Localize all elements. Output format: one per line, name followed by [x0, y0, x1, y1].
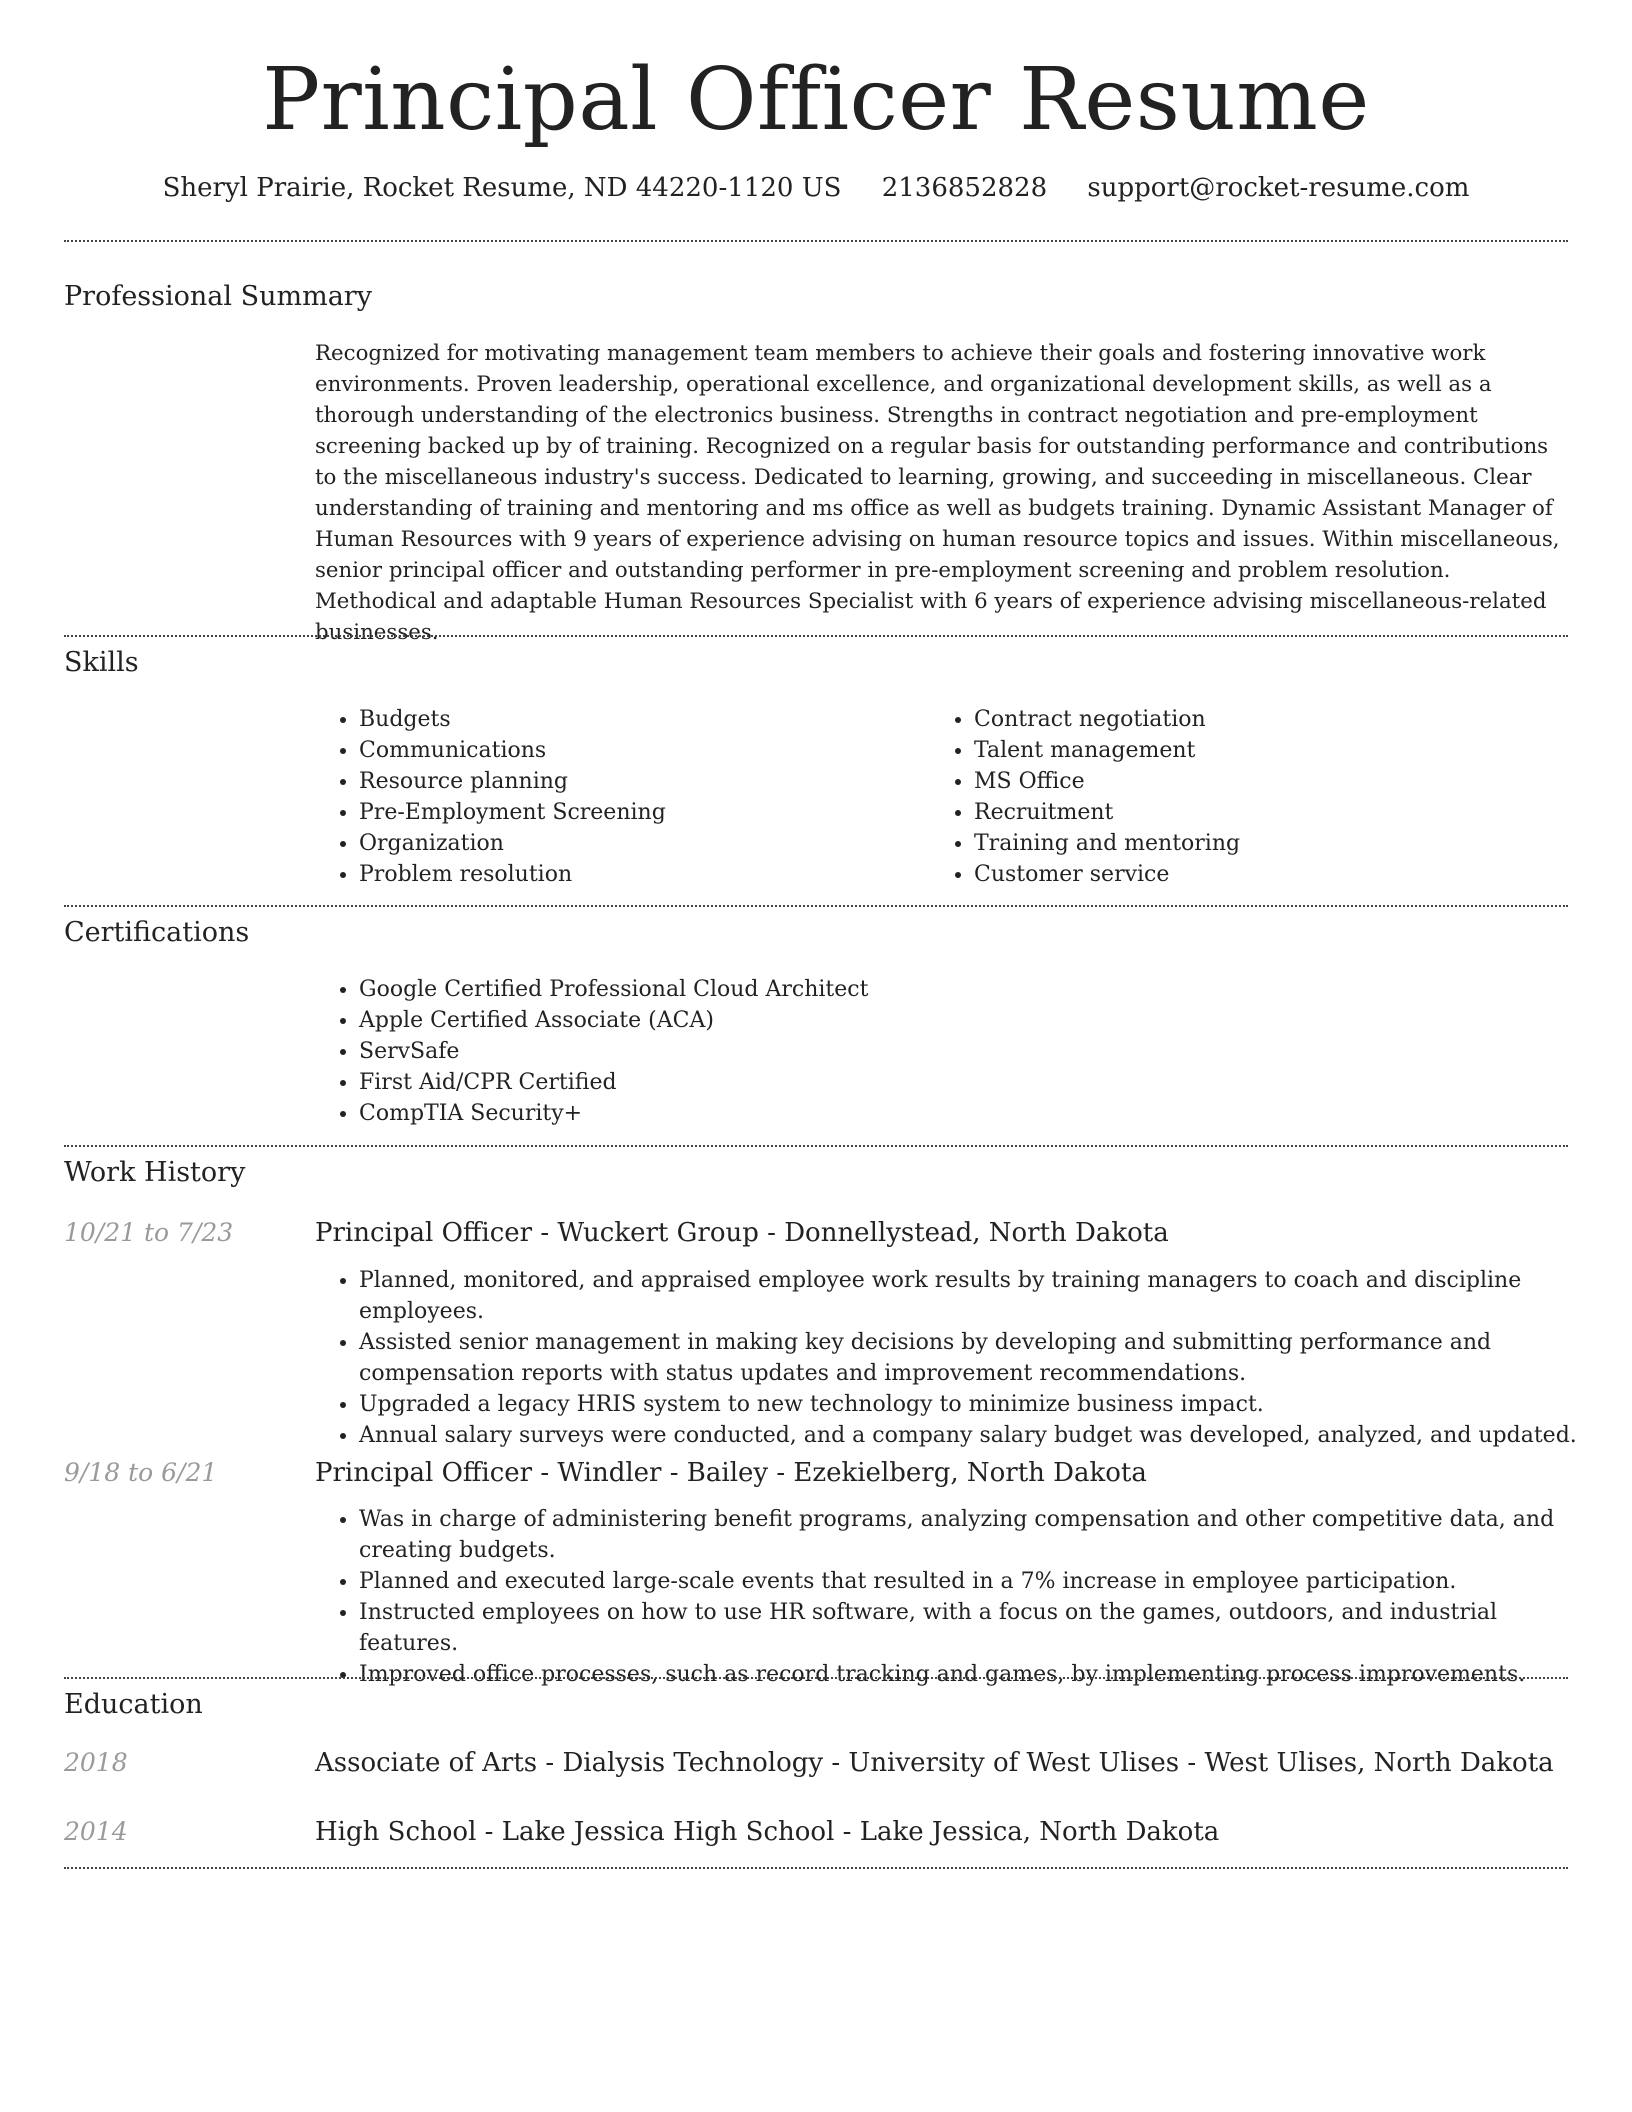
education-year: 2014: [64, 1817, 128, 1846]
section-divider: [64, 905, 1568, 907]
education-title: Associate of Arts - Dialysis Technology - University of West Ulises - West Ulises, North Dakota: [315, 1748, 1554, 1778]
skill-item: • Customer service: [974, 859, 1574, 890]
job-bullet: • Planned, monitored, and appraised employee work results by training managers to coach and discipline employees.: [359, 1265, 1599, 1327]
job-bullets: [315, 1504, 1599, 1690]
contact-line: [0, 170, 1632, 206]
skills-list-left: [315, 704, 919, 890]
contact-address: Sheryl Prairie, Rocket Resume, ND 44220-1120 US: [162, 173, 842, 203]
skill-item: • Pre-Employment Screening: [359, 797, 919, 828]
job-bullet: • Improved office processes, such as record tracking and games, by implementing process improvements.: [359, 1659, 1599, 1690]
education-heading: Education: [64, 1689, 203, 1720]
work-history-heading: Work History: [64, 1157, 246, 1188]
skill-item: • Organization: [359, 828, 919, 859]
skills-heading: Skills: [64, 647, 139, 678]
job-bullets: [315, 1265, 1599, 1451]
job-bullet: • Assisted senior management in making key decisions by developing and submitting performance and compensation reports with status updates and improvement recommendations.: [359, 1327, 1599, 1389]
job-bullet: • Instructed employees on how to use HR software, with a focus on the games, outdoors, and industrial features.: [359, 1597, 1599, 1659]
job-bullet: • Planned and executed large-scale events that resulted in a 7% increase in employee participation.: [359, 1566, 1599, 1597]
section-divider: [64, 1145, 1568, 1147]
skills-list-right: [930, 704, 1574, 890]
contact-email: support@rocket-resume.com: [1087, 173, 1470, 203]
skill-item: • Recruitment: [974, 797, 1574, 828]
summary-text: Recognized for motivating management team members to achieve their goals and fostering innovative work environments. Proven leadership, operational excellence, and organizational development skills, as well as a thorough understanding of the electronics business. Strengths in contract negotiation and pre-employment screening backed up by of training. Recognized on a regular basis for outstanding performance and contributions to the miscellaneous industry's success. Dedicated to learning, growing, and succeeding in miscellaneous. Clear understanding of training and mentoring and ms office as well as budgets training. Dynamic Assistant Manager of Human Resources with 9 years of experience advising on human resource topics and issues. Within miscellaneous, senior principal officer and outstanding performer in pre-employment screening and problem resolution. Methodical and adaptable Human Resources Specialist with 6 years of experience advising miscellaneous-related businesses.: [315, 341, 1560, 645]
certification-item: • First Aid/CPR Certified: [359, 1067, 1559, 1098]
skill-item: • Resource planning: [359, 766, 919, 797]
job-bullet: • Annual salary surveys were conducted, and a company salary budget was developed, analyzed, and updated.: [359, 1420, 1599, 1451]
job-title: Principal Officer - Windler - Bailey - Ezekielberg, North Dakota: [315, 1458, 1147, 1488]
job-dates: 9/18 to 6/21: [64, 1458, 218, 1487]
section-divider: [64, 1677, 1568, 1679]
education-title: High School - Lake Jessica High School - Lake Jessica, North Dakota: [315, 1817, 1220, 1847]
job-dates: 10/21 to 7/23: [64, 1218, 234, 1247]
section-divider: [64, 635, 1568, 637]
skill-item: • MS Office: [974, 766, 1574, 797]
education-year: 2018: [64, 1748, 128, 1777]
section-divider: [64, 240, 1568, 242]
job-bullet: • Upgraded a legacy HRIS system to new technology to minimize business impact.: [359, 1389, 1599, 1420]
section-divider: [64, 1867, 1568, 1869]
certification-item: • Google Certified Professional Cloud Architect: [359, 974, 1559, 1005]
certifications-heading: Certifications: [64, 917, 250, 948]
summary-heading: Professional Summary: [64, 281, 372, 312]
skill-item: • Budgets: [359, 704, 919, 735]
skill-item: • Training and mentoring: [974, 828, 1574, 859]
skill-item: • Contract negotiation: [974, 704, 1574, 735]
certification-item: • Apple Certified Associate (ACA): [359, 1005, 1559, 1036]
job-bullet: • Was in charge of administering benefit programs, analyzing compensation and other competitive data, and creating budgets.: [359, 1504, 1599, 1566]
certification-item: • ServSafe: [359, 1036, 1559, 1067]
skill-item: • Talent management: [974, 735, 1574, 766]
skill-item: • Communications: [359, 735, 919, 766]
resume-title: Principal Officer Resume: [262, 50, 1370, 150]
skill-item: • Problem resolution: [359, 859, 919, 890]
contact-phone: 2136852828: [881, 173, 1048, 203]
certifications-list: [315, 974, 1559, 1129]
certification-item: • CompTIA Security+: [359, 1098, 1559, 1129]
job-title: Principal Officer - Wuckert Group - Donnellystead, North Dakota: [315, 1218, 1169, 1248]
